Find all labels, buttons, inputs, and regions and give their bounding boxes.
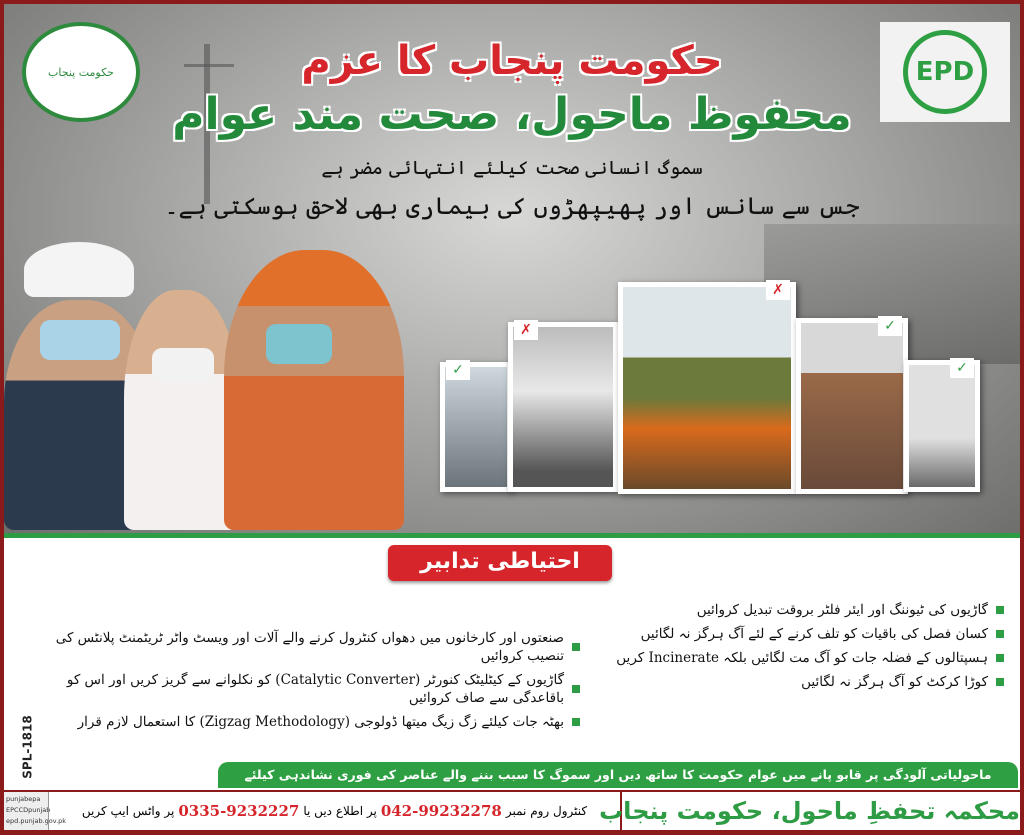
- list-text: گاڑیوں کی ٹیوننگ اور ایئر فلٹر بروقت تبدیل کروائیں: [696, 602, 988, 618]
- photo-card-crop-burning: [618, 282, 796, 494]
- list-text: کوڑا کرکٹ کو آگ ہرگز نہ لگائیں: [801, 674, 988, 690]
- cross-icon: ✗: [514, 320, 538, 340]
- bullet-icon: [996, 630, 1004, 638]
- ad-code: SPL-1818: [20, 715, 35, 779]
- list-item: [604, 670, 1004, 694]
- headline-line2: محفوظ ماحول، صحت مند عوام: [172, 89, 852, 140]
- list-text: صنعتوں اور کارخانوں میں دھواں کنٹرول کرنے والے آلات اور ویسٹ واٹر ٹریٹمنٹ پلانٹس کی تنصیب کروائیں: [55, 630, 564, 664]
- list-item: [50, 626, 580, 668]
- control-room-phone[interactable]: 042-99232278: [380, 802, 502, 820]
- photo-card-bus: [508, 322, 618, 492]
- precautions-list-left: [50, 626, 580, 734]
- social-links: [4, 792, 67, 830]
- family-photo: [4, 240, 404, 530]
- photo-card-waste-vehicle: [904, 360, 980, 492]
- bullet-icon: [996, 606, 1004, 614]
- list-text: ہسپتالوں کے فضلہ جات کو آگ مت لگائیں بلکہ Incinerate کریں: [616, 650, 988, 666]
- list-text: بھٹہ جات کیلئے زگ زیگ میتھا ڈولوجی (Zigzag Methodology) کا استعمال لازم قرار: [77, 714, 564, 730]
- bullet-icon: [572, 643, 580, 651]
- bullet-icon: [572, 685, 580, 693]
- subtitle-line1: سموگ انسانی صحت کیلئے انتہائی مضر ہے: [321, 157, 703, 179]
- list-item: [50, 710, 580, 734]
- list-text: گاڑیوں کے کیٹلیٹک کنورٹر (Catalytic Converter) کو نکلوانے سے گریز کریں اور اس کو باقاعدگی سے صاف کروائیں: [66, 672, 564, 706]
- list-item: [604, 646, 1004, 670]
- logo-text: حکومت پنجاب: [48, 65, 114, 79]
- twitter-link[interactable]: EPCCDpunjab: [6, 806, 51, 814]
- list-text: کسان فصل کی باقیات کو تلف کرنے کے لئے آگ ہرگز نہ لگائیں: [640, 626, 988, 642]
- check-icon: ✓: [950, 358, 974, 378]
- check-icon: ✓: [446, 360, 470, 380]
- public-appeal-banner: ماحولیاتی آلودگی پر قابو پانے میں عوام حکومت کا ساتھ دیں اور سموگ کا سبب بننے والے عناصر کی فوری نشاندہی کیلئے: [218, 762, 1018, 788]
- list-item: [604, 598, 1004, 622]
- contact-label: کنٹرول روم نمبر: [505, 804, 588, 818]
- photo-card-industry: [440, 362, 512, 492]
- list-item: [50, 668, 580, 710]
- bullet-icon: [996, 654, 1004, 662]
- precautions-heading: احتیاطی تدابیر: [388, 545, 612, 581]
- green-divider: [4, 533, 1020, 538]
- check-icon: ✓: [878, 316, 902, 336]
- precautions-list-right: [604, 598, 1004, 694]
- contact-label: پر واٹس ایپ کریں: [81, 804, 175, 818]
- subtitle-line2: جس سے سانس اور پھیپھڑوں کی بیماری بھی لاحق ہوسکتی ہے۔: [164, 192, 860, 220]
- bullet-icon: [996, 678, 1004, 686]
- contact-info: [48, 792, 620, 830]
- cross-icon: ✗: [766, 280, 790, 300]
- contact-label: پر اطلاع دیں یا: [303, 804, 377, 818]
- facebook-link[interactable]: punjabepa: [6, 795, 41, 803]
- photo-card-brick-kiln: [796, 318, 908, 494]
- headline-line1: حکومت پنجاب کا عزم: [301, 38, 723, 84]
- list-item: [604, 622, 1004, 646]
- bullet-icon: [572, 718, 580, 726]
- whatsapp-phone[interactable]: 0335-9232227: [178, 802, 300, 820]
- department-name: محکمہ تحفظِ ماحول، حکومت پنجاب: [620, 792, 1020, 830]
- website-link[interactable]: epd.punjab.gov.pk: [6, 817, 67, 825]
- epd-logo-mark: EPD: [903, 30, 987, 114]
- footer: [4, 790, 1020, 830]
